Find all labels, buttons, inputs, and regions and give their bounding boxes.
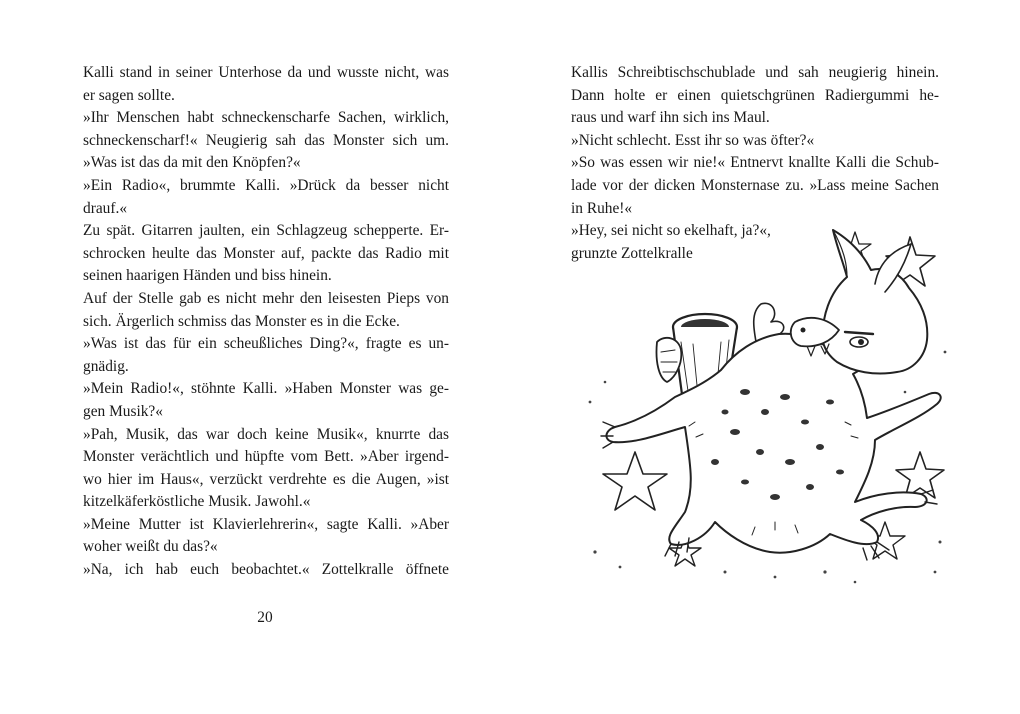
left-page-line: gnädig. (83, 357, 129, 375)
right-page-line: »Hey, sei nicht so ekelhaft, ja?«, (571, 222, 771, 240)
left-page-line: »Pah, Musik, das war doch keine Musik«, knurrte das (83, 425, 449, 443)
left-page-line: gen Musik?« (83, 402, 163, 420)
left-page-line: »Ein Radio«, brummte Kalli. »Drück da besser nicht (83, 176, 449, 194)
left-page-line: schrocken heulte das Monster auf, packte das Radio mit (83, 244, 449, 262)
left-page-line: »Na, ich hab euch beobachtet.« Zottelkralle öffnete (83, 561, 449, 579)
left-page-line: »Meine Mutter ist Klavierlehrerin«, sagte Kalli. »Aber (83, 515, 449, 533)
right-page-line: Kallis Schreibtischschublade und sah neugierig hinein. (571, 64, 939, 81)
left-page-line: seinen haarigen Händen und biss hinein. (83, 267, 332, 285)
left-page-line: Kalli stand in seiner Unterhose da und wusste nicht, was (83, 64, 449, 81)
page-number: 20 (257, 609, 273, 626)
left-page-line: wo hier im Haus«, verzückt verdrehte es die Augen, »ist (83, 470, 449, 488)
left-page-line: sich. Ärgerlich schmiss das Monster es in die Ecke. (83, 312, 400, 330)
right-page-line: in Ruhe!« (571, 199, 633, 217)
left-page-text (83, 62, 449, 582)
left-page-line: »Mein Radio!«, stöhnte Kalli. »Haben Monster was ge- (83, 380, 449, 398)
right-page-line: Dann holte er einen quietschgrünen Radiergummi he- (571, 86, 939, 104)
left-page-line: schneckenscharf!« Neugierig sah das Monster sich um. (83, 131, 449, 149)
left-page-line: »Was ist das da mit den Knöpfen?« (83, 154, 301, 172)
left-page-line: Auf der Stelle gab es nicht mehr den leisesten Pieps von (83, 289, 449, 307)
right-page-line: »So was essen wir nie!« Entnervt knallte Kalli die Schub- (571, 154, 939, 172)
right-page-line: raus und warf ihn sich ins Maul. (571, 109, 770, 127)
left-page-line: er sagen sollte. (83, 86, 175, 104)
monster-illustration-icon (575, 222, 955, 592)
left-page-line: woher weißt du das?« (83, 538, 218, 556)
left-page-line: »Was ist das für ein scheußliches Ding?«, fragte es un- (83, 335, 449, 353)
right-page-line: »Nicht schlecht. Esst ihr so was öfter?« (571, 131, 815, 149)
right-page-line: grunzte Zottelkralle (571, 244, 693, 262)
left-page-line: Zu spät. Gitarren jaulten, ein Schlagzeug schepperte. Er- (83, 222, 449, 240)
left-page-line: kitzelkäferköstliche Musik. Jawohl.« (83, 493, 311, 511)
left-page-line: Monster verächtlich und hüpfte vom Bett. »Aber irgend- (83, 448, 449, 466)
right-page-line: lade vor der dicken Monsternase zu. »Lass meine Sachen (571, 176, 939, 194)
left-page-line: drauf.« (83, 199, 128, 217)
left-page-line: »Ihr Menschen habt schneckenscharfe Sachen, wirklich, (83, 109, 449, 127)
